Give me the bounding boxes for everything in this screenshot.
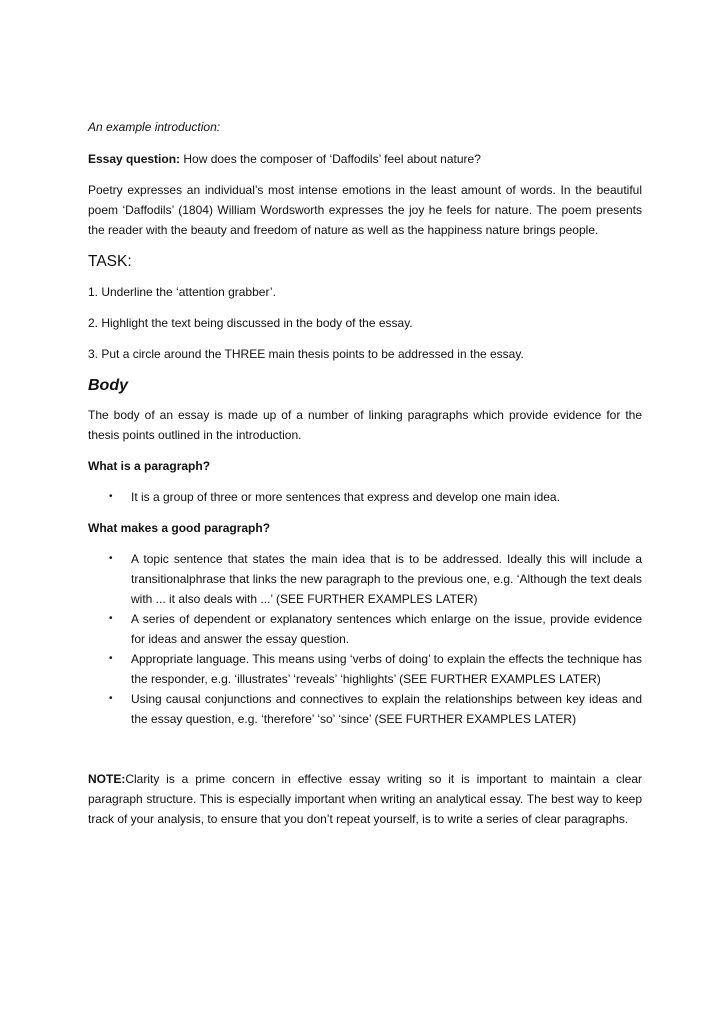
bullet-icon: •	[109, 553, 113, 564]
task-item-3: 3. Put a circle around the THREE main thesis points to be addressed in the essay.	[88, 347, 524, 361]
essay-question-text: How does the composer of ‘Daffodils’ feel about nature?	[180, 152, 481, 166]
body-heading: Body	[88, 377, 128, 394]
good-paragraph-list	[88, 549, 642, 729]
note-text: Clarity is a prime concern in effective essay writing so it is important to maintain a clear paragraph structure. This is especially important when writing an analytical essay. The best way to keep track of your analysis, to ensure that you don’t repeat yourself, is to write a series of clear paragraphs.	[88, 772, 642, 826]
paragraph-definition-list	[88, 487, 642, 507]
note-label: NOTE:	[88, 772, 126, 786]
bullet-icon: •	[109, 693, 113, 704]
task-item-2: 2. Highlight the text being discussed in the body of the essay.	[88, 316, 413, 330]
task-heading: TASK:	[88, 253, 132, 270]
list-item-text: It is a group of three or more sentences that express and develop one main idea.	[131, 490, 560, 504]
body-paragraph: The body of an essay is made up of a number of linking paragraphs which provide evidence for the thesis points outlined in the introduction.	[88, 408, 642, 442]
intro-paragraph: Poetry expresses an individual’s most intense emotions in the least amount of words. In the beautiful poem ‘Daffodils’ (1804) William Wordsworth expresses the joy he feels for nature. The poem presents the reader with the beauty and freedom of nature as well as the happiness nature brings people.	[88, 183, 642, 237]
bullet-icon: •	[109, 613, 113, 624]
question-good-paragraph: What makes a good paragraph?	[88, 521, 271, 535]
list-item-text: A series of dependent or explanatory sentences which enlarge on the issue, provide evidence for ideas and answer the essay question.	[131, 612, 642, 646]
essay-question-label: Essay question:	[88, 152, 181, 166]
list-item-text: A topic sentence that states the main idea that is to be addressed. Ideally this will include a transitionalphrase that links the new paragraph to the previous one, e.g. ‘Although the text deals with ... it also deals with ...’ (SEE FURTHER EXAMPLES LATER)	[131, 552, 642, 606]
essay-question	[88, 149, 642, 169]
list-item	[88, 689, 642, 729]
list-item-text: Using causal conjunctions and connectives to explain the relationships between key ideas and the essay question, e.g. ‘therefore’ ‘so’ ‘since’ (SEE FURTHER EXAMPLES LATER)	[131, 692, 642, 726]
intro-label: An example introduction:	[88, 120, 221, 134]
list-item	[88, 549, 642, 609]
list-item	[88, 609, 642, 649]
note-paragraph	[88, 769, 642, 829]
bullet-icon: •	[109, 653, 113, 664]
list-item	[88, 649, 642, 689]
question-what-is-paragraph: What is a paragraph?	[88, 459, 211, 473]
list-item	[88, 487, 642, 507]
bullet-icon: •	[109, 491, 113, 502]
list-item-text: Appropriate language. This means using ‘verbs of doing’ to explain the effects the technique has the responder, e.g. ‘illustrates’ ‘reveals’ ‘highlights’ (SEE FURTHER EXAMPLES LATER)	[131, 652, 642, 686]
task-item-1: 1. Underline the ‘attention grabber’.	[88, 285, 276, 299]
